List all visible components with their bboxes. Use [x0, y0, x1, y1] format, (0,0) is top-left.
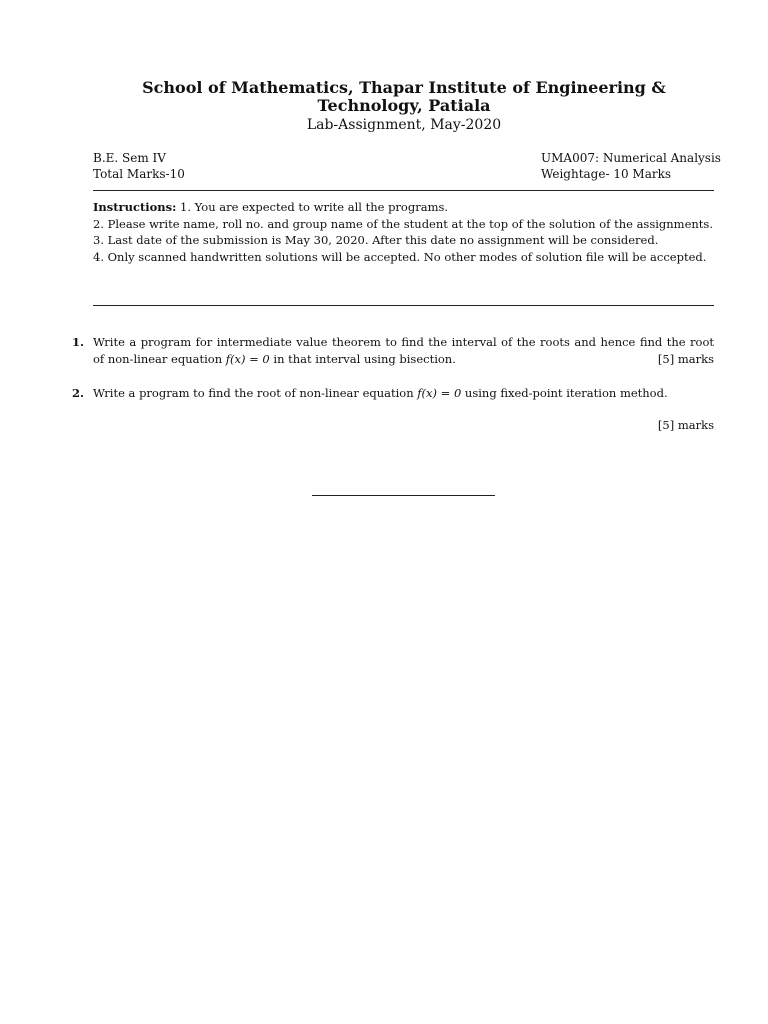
course-code-label: UMA007: Numerical Analysis: [541, 151, 721, 165]
instructions-block: [93, 199, 714, 265]
question-1: 1. Write a program for intermediate value theorem to find the interval of the roots and hence find the root of non-linear equation f(x) = 0 in that interval using bisection. [5] marks: [72, 335, 714, 366]
equation: f(x) = 0: [417, 386, 462, 400]
instruction-item: 2. Please write name, roll no. and group name of the student at the top of the solution of the assignments.: [93, 216, 713, 231]
instructions-divider: [93, 305, 714, 306]
instructions-label: Instructions:: [93, 200, 177, 214]
question-marks: [5] marks: [657, 352, 714, 366]
question-2: 2. Write a program to find the root of non-linear equation f(x) = 0 using fixed-point iteration method.: [72, 386, 668, 400]
instruction-item: 3. Last date of the submission is May 30, 2020. After this date no assignment will be considered.: [93, 233, 659, 247]
course-meta-left: [93, 150, 185, 182]
semester-label: B.E. Sem IV: [93, 151, 166, 165]
question-marks: [5] marks: [657, 418, 714, 432]
instruction-item: 4. Only scanned handwritten solutions will be accepted. No other modes of solution file will be accepted.: [93, 249, 707, 264]
weightage-label: Weightage- 10 Marks: [541, 167, 672, 181]
page-title: School of Mathematics, Thapar Institute of Engineering & Technology, Patiala: [142, 78, 666, 115]
header-divider: [93, 190, 714, 191]
page-subtitle: Lab-Assignment, May-2020: [306, 117, 502, 133]
total-marks-label: Total Marks-10: [93, 167, 185, 181]
question-number: 1.: [72, 335, 85, 349]
end-divider: [312, 495, 495, 496]
equation: f(x) = 0: [225, 352, 270, 366]
course-meta-right: [541, 150, 721, 182]
question-number: 2.: [72, 386, 85, 400]
instruction-item: Instructions: 1. You are expected to write all the programs.: [93, 200, 449, 214]
